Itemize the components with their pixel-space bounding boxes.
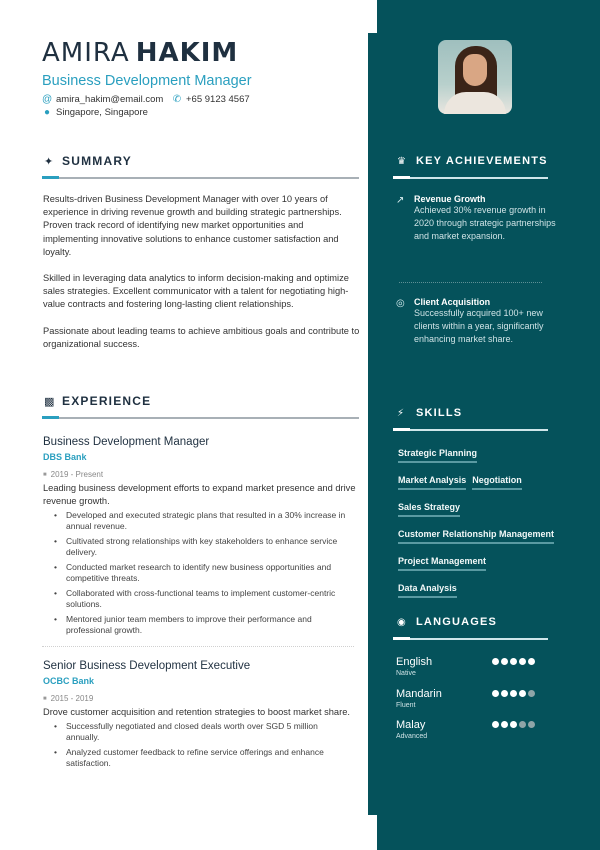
last-name: HAKIM — [135, 38, 239, 68]
language-name: English — [396, 656, 433, 668]
language-level: Fluent — [396, 702, 416, 709]
sparkle-icon: ✦ — [44, 155, 55, 168]
achievement-separator — [399, 282, 542, 283]
rating-dot-filled — [501, 721, 508, 728]
achievements-divider — [393, 177, 548, 179]
skills-heading-text: SKILLS — [416, 407, 463, 419]
job-2-company: OCBC Bank — [43, 676, 95, 686]
language-level: Advanced — [396, 733, 428, 740]
skill-tag: Sales Strategy — [398, 502, 460, 517]
job-2-description: Drove customer acquisition and retention strategies to boost market share. — [43, 707, 350, 717]
language-level: Native — [396, 670, 416, 677]
rating-dot-filled — [501, 658, 508, 665]
skills-list — [398, 448, 588, 598]
chart-line-icon: ↗ — [396, 195, 405, 206]
languages-heading — [397, 616, 497, 628]
calendar-icon: ■ — [43, 696, 47, 702]
language-rating — [492, 721, 535, 728]
contact-email — [42, 94, 163, 105]
rating-dot-filled — [510, 721, 517, 728]
job-title-header: Business Development Manager — [42, 73, 252, 89]
first-name: AMIRA — [42, 38, 130, 68]
skill-tag: Data Analysis — [398, 583, 457, 598]
summary-divider — [42, 177, 359, 179]
job-entry — [42, 435, 360, 636]
skill-tag: Project Management — [398, 556, 486, 571]
job-1-dates-text: 2019 - Present — [50, 470, 104, 480]
summary-heading-text: SUMMARY — [62, 154, 132, 168]
trophy-icon: ♛ — [397, 155, 408, 167]
job-2-dates — [43, 694, 360, 704]
language-name: Malay — [396, 719, 426, 731]
achievement-description: Achieved 30% revenue growth in 2020 through strategic partnerships and market expansion. — [414, 205, 556, 242]
briefcase-icon: ▩ — [44, 395, 56, 408]
job-1-title: Business Development Manager — [43, 436, 210, 449]
rating-dot-empty — [528, 690, 535, 697]
at-icon: @ — [42, 94, 53, 105]
job-1-company: DBS Bank — [43, 452, 87, 463]
job-2-title: Senior Business Development Executive — [43, 660, 251, 672]
languages-divider — [393, 638, 548, 640]
rating-dot-filled — [510, 690, 517, 697]
calendar-icon: ■ — [43, 472, 47, 479]
job-1-bullet: • Conducted market research to identify new business opportunities and competitive threats. — [52, 562, 352, 584]
phone-text[interactable]: +65 9123 4567 — [186, 94, 250, 105]
language-rating — [492, 690, 535, 697]
language-item — [396, 688, 536, 709]
achievement-title: Revenue Growth — [414, 194, 486, 204]
achievement-title: Client Acquisition — [414, 297, 491, 307]
rating-dot-filled — [528, 658, 535, 665]
experience-heading — [42, 393, 360, 409]
skill-tag: Negotiation — [472, 475, 522, 490]
experience-divider — [42, 417, 359, 419]
job-1-bullet: • Cultivated strong relationships with key stakeholders to enhance service delivery. — [52, 536, 352, 558]
photo-face — [463, 54, 487, 86]
job-2-dates-text: 2015 - 2019 — [50, 694, 94, 703]
email-text[interactable]: amira_hakim@email.com — [56, 94, 164, 105]
contact-phone — [172, 94, 250, 105]
rating-dot-filled — [492, 721, 499, 728]
skills-divider — [393, 429, 548, 431]
experience-section — [42, 393, 360, 769]
summary-paragraph-1: Results-driven Business Development Manager with over 10 years of experience in driving revenue growth and building strategic partnerships. Proven track record of identifying new market opportunities and implementing innovative solutions to enhance customer satisfaction and loyalty. — [43, 194, 342, 257]
rating-dot-filled — [519, 690, 526, 697]
summary-body — [42, 193, 360, 351]
contact-location — [42, 107, 148, 118]
language-item — [396, 719, 536, 740]
rating-dot-empty — [519, 721, 526, 728]
experience-heading-text: EXPERIENCE — [62, 394, 152, 409]
skill-tag: Strategic Planning — [398, 448, 477, 463]
target-icon: ◎ — [396, 298, 405, 309]
job-1-description: Leading business development efforts to expand market presence and drive revenue growth. — [43, 483, 356, 507]
rating-dot-empty — [528, 721, 535, 728]
skills-heading — [397, 407, 462, 419]
achievement-item — [396, 297, 561, 347]
phone-icon: ✆ — [172, 94, 182, 105]
photo-shoulders — [444, 92, 506, 114]
skill-tag: Customer Relationship Management — [398, 529, 554, 544]
job-1-bullets — [52, 510, 352, 636]
lightning-icon: ⚡ — [397, 407, 406, 419]
achievements-heading — [397, 155, 548, 167]
summary-paragraph-3: Passionate about leading teams to achieve ambitious goals and contribute to organizational success. — [43, 325, 360, 349]
job-2-bullet: • Successfully negotiated and closed deals worth over SGD 5 million annually. — [52, 721, 352, 743]
rating-dot-filled — [501, 690, 508, 697]
job-1-dates — [43, 470, 360, 480]
job-entry — [42, 659, 360, 769]
job-2-bullets — [52, 721, 352, 769]
location-pin-icon: ● — [43, 107, 51, 118]
achievements-heading-text: KEY ACHIEVEMENTS — [416, 155, 548, 167]
language-name: Mandarin — [396, 688, 442, 700]
rating-dot-filled — [492, 690, 499, 697]
rating-dot-filled — [510, 658, 517, 665]
rating-dot-filled — [519, 658, 526, 665]
main-column — [42, 153, 360, 773]
sidebar-background-top — [377, 0, 600, 33]
job-1-bullet: • Developed and executed strategic plans that resulted in a 30% increase in annual revenue. — [52, 510, 352, 532]
language-item — [396, 656, 536, 677]
achievement-description: Successfully acquired 100+ new clients within a year, significantly enhancing market share. — [414, 308, 544, 345]
job-1-bullet: • Mentored junior team members to improve their performance and professional growth. — [52, 614, 352, 636]
profile-photo — [438, 40, 512, 114]
job-1-bullet: • Collaborated with cross-functional teams to implement customer-centric solutions. — [52, 588, 352, 610]
job-2-bullet: • Analyzed customer feedback to refine service offerings and enhance satisfaction. — [52, 747, 352, 769]
skill-tag: Market Analysis — [398, 475, 466, 490]
candidate-name — [42, 38, 238, 68]
language-rating — [492, 658, 535, 665]
sidebar-background-bottom — [377, 815, 600, 850]
location-text: Singapore, Singapore — [56, 107, 148, 118]
globe-icon: ◉ — [397, 616, 407, 628]
rating-dot-filled — [492, 658, 499, 665]
achievement-item — [396, 194, 561, 244]
job-separator — [42, 646, 354, 647]
summary-paragraph-2: Skilled in leveraging data analytics to inform decision-making and optimize sales strategies. Excellent communicator with a talent for negotiating high-value contracts and fostering long-lasting client relationships. — [43, 273, 349, 310]
languages-heading-text: LANGUAGES — [416, 616, 498, 628]
summary-heading — [42, 153, 360, 169]
